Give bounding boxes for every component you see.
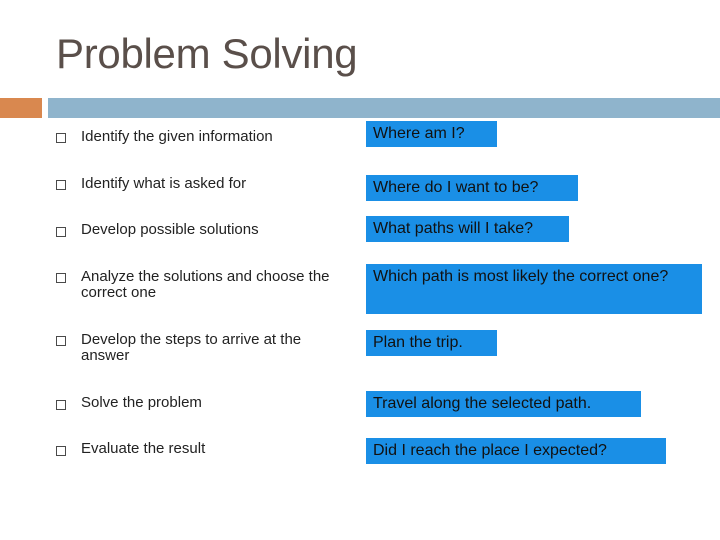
bullet-icon <box>56 133 66 143</box>
accent-bar-blue <box>48 98 720 118</box>
step-text: Solve the problem <box>81 394 202 411</box>
bullet-icon <box>56 180 66 190</box>
answer-box: Where do I want to be? <box>366 175 578 201</box>
answer-box: Where am I? <box>366 121 497 147</box>
accent-bar-orange <box>0 98 42 118</box>
step-text: Develop the steps to arrive at the answer <box>81 331 302 364</box>
answer-box: What paths will I take? <box>366 216 569 242</box>
bullet-icon <box>56 227 66 237</box>
answer-box: Which path is most likely the correct one? <box>366 264 702 314</box>
step-text: Identify the given information <box>81 128 273 145</box>
bullet-icon <box>56 400 66 410</box>
step-text: Evaluate the result <box>81 440 206 457</box>
answer-box: Travel along the selected path. <box>366 391 641 417</box>
bullet-icon <box>56 446 66 456</box>
answer-box: Did I reach the place I expected? <box>366 438 666 464</box>
bullet-icon <box>56 273 66 283</box>
step-text: Identify what is asked for <box>81 175 247 192</box>
page-title: Problem Solving <box>56 30 358 77</box>
bullet-icon <box>56 336 66 346</box>
answer-box: Plan the trip. <box>366 330 497 356</box>
step-text: Develop possible solutions <box>81 221 259 238</box>
step-text: Analyze the solutions and choose the correct one <box>81 268 330 301</box>
